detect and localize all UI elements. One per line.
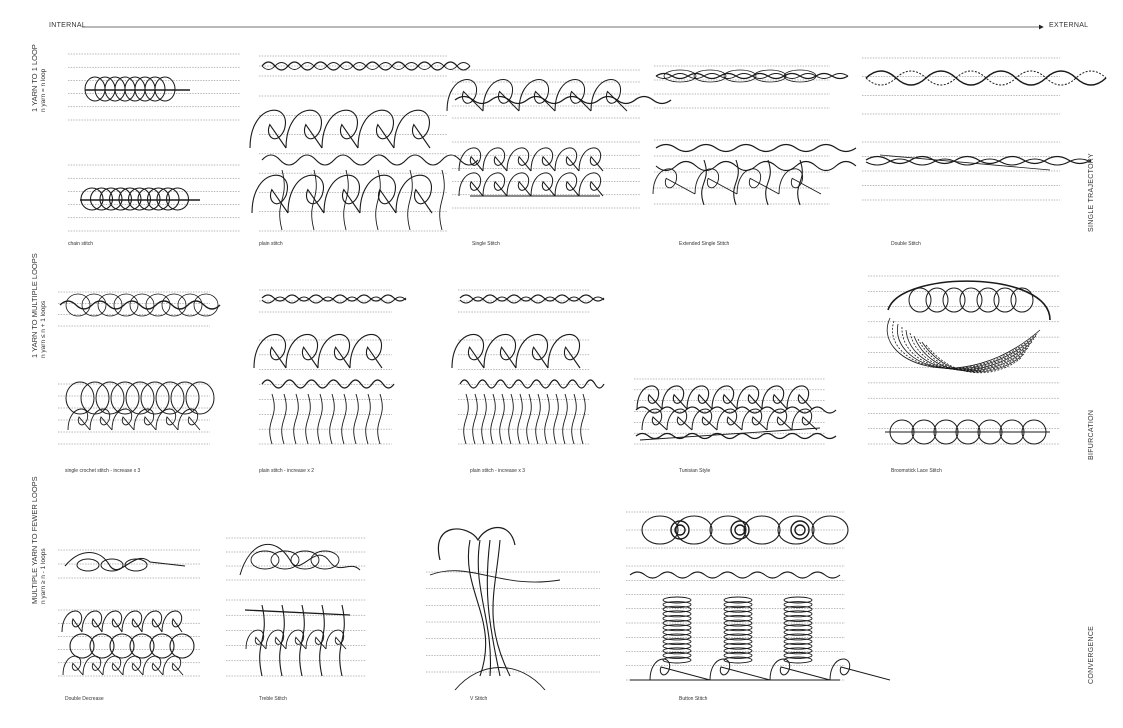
caption-single-crochet-increase: single crochet stitch - increase x 3	[65, 468, 141, 474]
broomstick-lace-diagram	[868, 276, 1060, 444]
row-subtitle: n yarn = n loop	[40, 68, 47, 112]
row-title: 1 YARN TO 1 LOOP	[30, 44, 39, 112]
external-label: EXTERNAL	[1049, 22, 1089, 29]
caption-button-stitch: Button Stitch	[679, 696, 708, 702]
plain-stitch-diagram	[250, 56, 478, 231]
caption-tunisian-style: Tunisian Style	[679, 468, 711, 474]
internal-label: INTERNAL	[49, 22, 87, 29]
row-title: 1 YARN TO MULTIPLE LOOPS	[30, 253, 39, 358]
row-title-fewer-loops	[30, 476, 48, 604]
extended-single-stitch-diagram	[653, 66, 856, 205]
treble-stitch-diagram	[226, 538, 366, 676]
tunisian-style-diagram	[634, 379, 836, 444]
single-crochet-increase-diagram	[58, 292, 220, 444]
row-subtitle: n yarn ≤ n + 1 loops	[40, 300, 47, 358]
caption-plain-stitch: plain stitch	[259, 241, 283, 247]
caption-v-stitch: V Stitch	[470, 696, 488, 702]
caption-plain-stitch-increase-3: plain stitch - increase x 3	[470, 468, 526, 474]
caption-double-decrease: Double Decrease	[65, 696, 104, 702]
caption-chain-stitch: chain stitch	[68, 241, 94, 247]
button-stitch-diagram	[626, 512, 890, 680]
caption-plain-stitch-increase-2: plain stitch - increase x 2	[259, 468, 315, 474]
row-title-multiple-loops	[30, 253, 48, 358]
chain-stitch-diagram	[68, 54, 240, 231]
row-title-single-loop	[30, 44, 48, 112]
caption-broomstick-lace: Broomstick Lace Stitch	[891, 468, 942, 474]
plain-stitch-increase-3-diagram	[452, 290, 604, 444]
category-bifurcation: BIFURCATION	[1088, 409, 1095, 460]
caption-treble-stitch: Treble Stitch	[259, 696, 287, 702]
plain-stitch-increase-2-diagram	[254, 290, 406, 444]
row-subtitle: n yarn ≥ n - 1 loops	[40, 548, 47, 604]
single-stitch-diagram	[447, 70, 671, 208]
category-single-trajectory: SINGLE TRAJECTORY	[1088, 152, 1095, 232]
v-stitch-diagram	[426, 528, 600, 691]
category-convergence: CONVERGENCE	[1088, 625, 1095, 684]
caption-double-stitch: Double Stitch	[891, 241, 921, 247]
double-decrease-diagram	[58, 550, 200, 676]
row-title: MULTIPLE YARN TO FEWER LOOPS	[30, 476, 39, 604]
caption-single-stitch: Single Stitch	[472, 241, 500, 247]
double-stitch-diagram	[862, 58, 1106, 200]
caption-extended-single-stitch: Extended Single Stitch	[679, 241, 730, 247]
